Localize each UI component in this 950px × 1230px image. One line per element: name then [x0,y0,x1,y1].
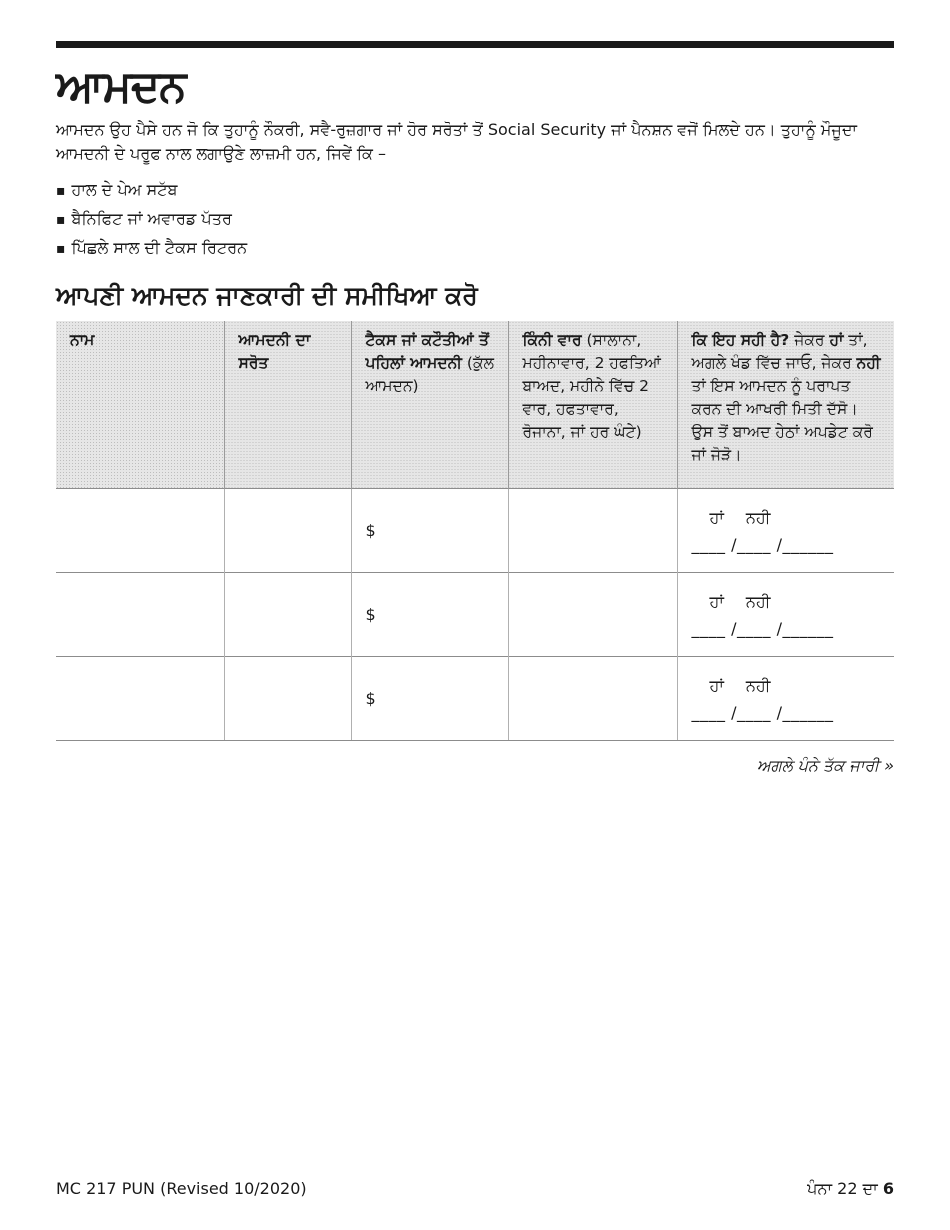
intro-paragraph: ਆਮਦਨ ਉਹ ਪੈਸੇ ਹਨ ਜੋ ਕਿ ਤੁਹਾਨੂੰ ਨੌਕਰੀ, ਸਵੈ-ਰੁਜ਼ਗਾਰ ਜਾਂ ਹੋਰ ਸਰੋਤਾਂ ਤੋਂ Social Security ਜਾਂ ਪੈਨਸ਼ਨ ਵਜੋਂ ਮਿਲਦੇ ਹਨ। ਤੁਹਾਨੂੰ ਮੌਜੂਦਾ ਆਮਦਨੀ ਦੇ ਪਰੂਫ ਨਾਲ ਲਗਾਉਣੇ ਲਾਜ਼ਮੀ ਹਨ, ਜਿਵੇਂ ਕਿ – [56,120,857,163]
header-name: ਨਾਮ [56,321,224,489]
source-cell[interactable] [224,573,351,657]
date-blank[interactable]: ____ /____ /______ [691,534,834,554]
no-option[interactable]: ਨਹੀ [745,507,771,527]
list-item: ▪ ਬੈਨਿਫਿਟ ਜਾਂ ਅਵਾਰਡ ਪੱਤਰ [56,205,247,234]
income-table [56,321,894,741]
yes-option[interactable]: ਹਾਂ [709,507,724,527]
header-is-correct: ਕਿ ਇਹ ਸਹੀ ਹੈ? ਜੇਕਰ ਹਾਂ ਤਾਂ, ਅਗਲੇ ਖੰਡ ਵਿੱਚ ਜਾਓ, ਜੇਕਰ ਨਹੀ ਤਾਂ ਇਸ ਆਮਦਨ ਨੂੰ ਪਰਾਪਤ ਕਰਨ ਦੀ ਆਖਰੀ ਮਿਤੀ ਦੱਸੋ। ਉਸ ਤੋਂ ਬਾਅਦ ਹੇਠਾਂ ਅਪਡੇਟ ਕਰੋ ਜਾਂ ਜੋੜੋ। [677,321,894,489]
no-option[interactable]: ਨਹੀ [745,591,771,611]
form-id: MC 217 PUN (Revised 10/2020) [56,1179,307,1198]
table-row [56,573,894,657]
section-title: ਆਪਣੀ ਆਮਦਨ ਜਾਣਕਾਰੀ ਦੀ ਸਮੀਖਿਆ ਕਰੋ [56,281,478,310]
header-frequency: ਕਿੰਨੀ ਵਾਰ (ਸਾਲਾਨਾ, ਮਹੀਨਾਵਾਰ, 2 ਹਫਤਿਆਂ ਬਾਅਦ, ਮਹੀਨੇ ਵਿੱਚ 2 ਵਾਰ, ਹਫਤਾਵਾਰ, ਰੋਜਾਨਾ, ਜਾਂ ਹਰ ਘੰਟੇ) [508,321,677,489]
currency-symbol: $ [365,605,376,624]
gross-income-cell[interactable] [351,657,508,741]
name-cell[interactable] [56,573,224,657]
name-cell[interactable] [56,489,224,573]
header-source: ਆਮਦਨੀ ਦਾ ਸਰੋਤ [224,321,351,489]
name-cell[interactable] [56,657,224,741]
yes-option[interactable]: ਹਾਂ [709,591,724,611]
date-blank[interactable]: ____ /____ /______ [691,702,834,722]
top-rule [56,41,894,48]
page-title: ਆਮਦਨ [56,61,186,112]
gross-income-cell[interactable] [351,573,508,657]
no-option[interactable]: ਨਹੀ [745,675,771,695]
date-blank[interactable]: ____ /____ /______ [691,618,834,638]
source-cell[interactable] [224,489,351,573]
is-correct-cell [677,489,894,573]
is-correct-cell [677,573,894,657]
list-item: ▪ ਪਿੱਛਲੇ ਸਾਲ ਦੀ ਟੈਕਸ ਰਿਟਰਨ [56,234,247,263]
frequency-cell[interactable] [508,657,677,741]
frequency-cell[interactable] [508,489,677,573]
gross-income-cell[interactable] [351,489,508,573]
proof-list [56,176,247,263]
list-item: ▪ ਹਾਲ ਦੇ ਪੇਅ ਸਟੱਬ [56,176,247,205]
frequency-cell[interactable] [508,573,677,657]
continued-note: ਅਗਲੇ ਪੰਨੇ ਤੱਕ ਜਾਰੀ » [756,756,894,775]
currency-symbol: $ [365,689,376,708]
page-number: ਪੰਨਾ 22 ਦਾ 6 [807,1179,894,1198]
table-row [56,489,894,573]
table-row [56,657,894,741]
header-gross-income: ਟੈਕਸ ਜਾਂ ਕਟੌਤੀਆਂ ਤੋਂ ਪਹਿਲਾਂ ਆਮਦਨੀ (ਕੁੱਲ ਆਮਦਨ) [351,321,508,489]
table-header-row [56,321,894,489]
yes-option[interactable]: ਹਾਂ [709,675,724,695]
is-correct-cell [677,657,894,741]
currency-symbol: $ [365,521,376,540]
source-cell[interactable] [224,657,351,741]
